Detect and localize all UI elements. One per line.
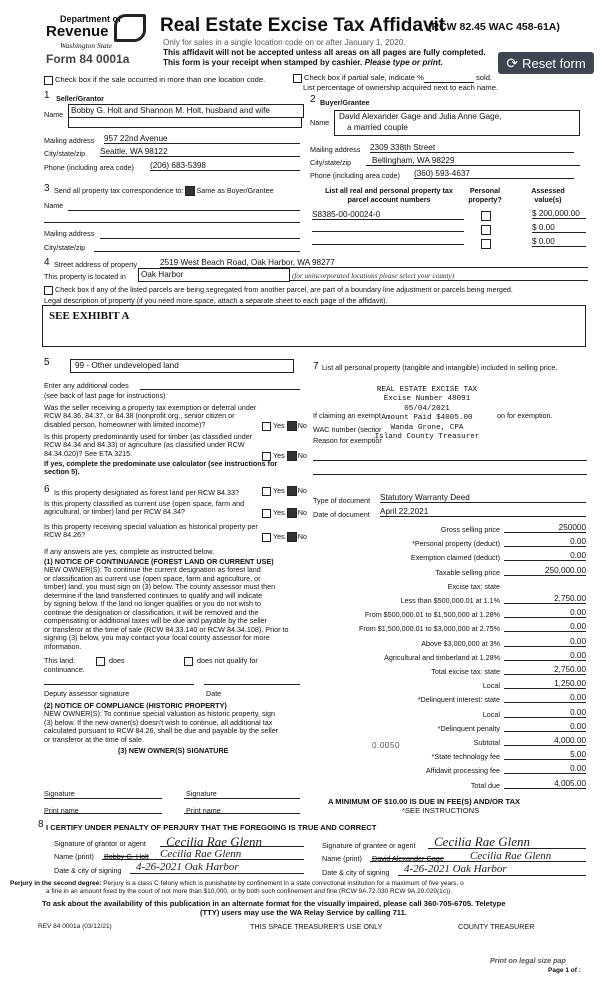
codes-label: Enter any additional codes	[44, 381, 129, 390]
seller-heading: Seller/Grantor	[56, 94, 104, 103]
grantee-sig-label: Signature of grantee or agent	[322, 841, 416, 850]
s6-q1-yes-checkbox[interactable]	[262, 487, 271, 496]
notice1-line: timber) land, you must sign on (3) below. The county assessor must then	[44, 582, 276, 591]
section6-number: 6	[44, 484, 50, 495]
tax-row-value[interactable]: 2,750.00	[504, 665, 586, 675]
seller-name-field[interactable]: Bobby G. Holt and Shannon M. Holt, husband and wife	[68, 104, 304, 118]
tax-row-label: Gross selling price	[440, 525, 500, 534]
seller-city-label: City/state/zip	[44, 149, 86, 158]
legal-label: Legal description of property (if you need more space, attach a separate sheet to each page of the affidavit).	[44, 296, 388, 305]
s6-q2-no: No	[297, 508, 307, 517]
tax-row-label: Taxable selling price	[435, 568, 500, 577]
s3-name-label: Name	[44, 201, 64, 210]
stamp-line4: Amount Paid $4005.00	[381, 414, 473, 423]
s5-q1-no-checkbox[interactable]	[287, 421, 297, 431]
treasurer-use-only: THIS SPACE TREASURER'S USE ONLY	[250, 922, 383, 931]
s5-q2-no: No	[297, 451, 307, 460]
legal-description-field[interactable]: SEE EXHIBIT A	[42, 305, 586, 347]
buyer-name-line2: a married couple	[347, 123, 408, 132]
tax-row-value[interactable]: 1,250.00	[504, 679, 586, 689]
dor-logo-icon	[114, 14, 146, 42]
multi-location-checkbox[interactable]	[44, 76, 53, 85]
s6-q1: Is this property designated as forest land per RCW 84.33?	[54, 488, 239, 497]
reset-label: Reset form	[522, 56, 586, 71]
s6-q3-yes: Yes	[273, 532, 285, 541]
dept-line2: Revenue	[46, 23, 109, 40]
sold-label: sold.	[476, 73, 493, 82]
doc-type-label: Type of document	[313, 496, 371, 505]
buyer-mailing-field[interactable]: 2309 338th Street	[370, 143, 574, 153]
minimum-due-note: A MINIMUM OF $10.00 IS DUE IN FEE(S) AND/OR TAX	[328, 797, 521, 806]
dept-line1: Department of	[60, 14, 122, 24]
alt-format-text-1: To ask about the availability of this publication in an alternate format for the visually impaired, please call 360-705-6705. Teletype	[42, 899, 506, 908]
section3-number: 3	[44, 183, 50, 194]
form-number: Form 84 0001a	[46, 52, 130, 66]
notice2-body	[44, 710, 278, 744]
page-number: Page 1 of :	[548, 967, 581, 974]
tax-row-value[interactable]: 0.00	[504, 693, 586, 703]
notice1-line: or classification as current use (open space, farm and agriculture, or	[44, 573, 261, 583]
notice2-title: (2) NOTICE OF COMPLIANCE (HISTORIC PROPERTY)	[44, 701, 227, 710]
s6-q2-no-checkbox[interactable]	[287, 508, 297, 518]
tax-row-value[interactable]: 0.00	[504, 537, 586, 547]
county-treasurer: COUNTY TREASURER	[458, 922, 535, 931]
tax-row-value[interactable]: 0.00	[504, 764, 586, 774]
grantee-name-label: Name (print)	[322, 854, 362, 863]
section5-number: 5	[44, 357, 50, 368]
doc-type-field[interactable]: Statutory Warranty Deed	[380, 493, 586, 503]
seller-phone-field[interactable]: (206) 683-5398	[150, 161, 300, 171]
form-statute: (RCW 82.45 WAC 458-61A)	[428, 21, 560, 33]
section4-number: 4	[44, 257, 50, 268]
notice1-line: NEW OWNER(S): To continue the current designation as forest land	[44, 565, 261, 574]
tax-row-label: *Delinquent penalty	[437, 724, 500, 733]
tax-row-value[interactable]: 0.00	[504, 722, 586, 732]
tax-row-label: Total excise tax: state	[431, 667, 500, 676]
partial-sale-checkbox[interactable]	[293, 74, 302, 83]
personal-prop-2-checkbox[interactable]	[481, 225, 491, 235]
alt-format-text-2: (TTY) users may use the WA Relay Service by calling 711.	[200, 908, 407, 917]
s6-q2: Is this property classified as current use (open space, farm and agricultural, or timber) land per RCW 84.34?	[44, 499, 245, 517]
dept-line3: Washington State	[60, 41, 113, 50]
buyer-name-label: Name	[310, 118, 330, 127]
buyer-heading: Buyer/Grantee	[320, 98, 370, 107]
stamp-line3: 05/04/2021	[404, 404, 450, 413]
partial-pct-field[interactable]	[424, 73, 474, 83]
claim-label: If claiming an exempt	[313, 411, 381, 420]
seller-phone-label: Phone (including area code)	[44, 163, 134, 172]
parcel-1-field[interactable]: S8385-00-00024-0	[312, 210, 464, 220]
same-as-buyer-checkbox[interactable]	[185, 186, 195, 196]
tax-row-value[interactable]: 0.00	[504, 551, 586, 561]
buyer-city-label: City/state/zip	[310, 158, 352, 167]
segregated-label: Check box if any of the listed parcels are being segregated from another parcel, are part of a boundary line adjustment or parcels being merged.	[55, 285, 513, 294]
s3-mailing-label: Mailing address	[44, 229, 95, 238]
s6-any-yes: If any answers are yes, complete as instructed below.	[44, 547, 215, 556]
tax-row-value[interactable]: 2,750.00	[504, 594, 586, 604]
header-note-2: This affidavit will not be accepted unless all areas on all pages are fully completed.	[163, 48, 486, 57]
assessed-2-field[interactable]: $ 0.00	[532, 223, 586, 233]
tax-row-label: *State technology fee	[431, 752, 500, 761]
tax-row-value[interactable]: 250000	[504, 523, 586, 533]
s5-q2b: If yes, complete the predominate use calculator (see instructions for section 5).	[44, 459, 278, 477]
land-does-label: does	[109, 656, 125, 665]
s6-q3-no-checkbox[interactable]	[287, 532, 297, 542]
notice1-line: information.	[44, 641, 82, 651]
located-label: This property is located in	[44, 272, 126, 281]
notice2-line: NEW OWNER(S): To continue special valuation as historic property, sign	[44, 709, 276, 718]
notice1-line: by signing below. If the land no longer qualifies or you do not wish to	[44, 599, 261, 608]
assessed-1-field[interactable]: $ 200,000.00	[532, 209, 586, 219]
perjury-text-2: a fine in an amount fixed by the court of not more than $10,000, or by both such confinement and fine (RCW 9A.72.030 RCW 9A.20.020(1c)).	[46, 888, 453, 895]
perjury-text-1: Perjury is a class C felony which is punishable by confinement in a state correctional institution for a maximum of five years, o	[103, 880, 464, 887]
seller-mailing-field[interactable]: 957 22nd Avenue	[104, 134, 300, 144]
tax-row-value[interactable]: 0.00	[504, 637, 586, 647]
deputy-date-label: Date	[206, 689, 222, 698]
section2-number: 2	[310, 94, 316, 105]
this-land-label: This land:	[44, 656, 76, 665]
segregated-checkbox[interactable]	[44, 286, 53, 295]
s3-city-label: City/state/zip	[44, 243, 86, 252]
notice1-title: (1) NOTICE OF CONTINUANCE (FOREST LAND OR CURRENT USE)	[44, 557, 274, 566]
tax-row-label: Excise tax: state	[447, 582, 500, 591]
s6-q1-no: No	[297, 486, 307, 495]
tax-row-value[interactable]: 0.00	[504, 651, 586, 661]
seller-mailing-label: Mailing address	[44, 136, 95, 145]
notice2-line: (3) below. If the new owner(s) doesn't wish to continue, all additional tax	[44, 717, 273, 727]
grantee-date-hw[interactable]: 4-26-2021 Oak Harbor	[404, 863, 507, 875]
notice1-body	[44, 566, 288, 651]
land-does-not-checkbox[interactable]	[184, 657, 193, 666]
notice2-line: calculated pursuant to RCW 84.26, shall be due and payable by the seller	[44, 726, 279, 735]
deputy-signature-label: Deputy assessor signature	[44, 689, 130, 698]
s6-q3-no: No	[297, 532, 307, 541]
buyer-mailing-label: Mailing address	[310, 145, 361, 154]
seller-name-label: Name	[44, 110, 64, 119]
grantor-date-hw[interactable]: 4-26-2021 Oak Harbor	[136, 861, 239, 873]
s5-q1-no: No	[297, 421, 307, 430]
tax-row-label: Above $3,000,000 at 3%	[421, 639, 500, 648]
tax-row-label: Subtotal	[473, 738, 500, 747]
tax-row-label: From $1,500,000.01 to $3,000,000 at 2.75%	[358, 624, 500, 633]
tax-row-value[interactable]: 4,000.00	[504, 736, 586, 746]
grantee-signature[interactable]: Cecilia Rae Glenn	[434, 834, 531, 849]
land-does-checkbox[interactable]	[96, 657, 105, 666]
stamp-line2: Excise Number 48091	[383, 395, 471, 404]
doc-date-label: Date of document	[313, 510, 370, 519]
tax-row-label: From $500,000.01 to $1,500,000 at 1.28%	[364, 610, 500, 619]
assessed-3-field[interactable]: $ 0.00	[532, 237, 586, 247]
stamp-line6: Island County Treasurer	[374, 433, 480, 442]
s6-q3: Is this property receiving special valuation as historical property per RCW 84.26?	[44, 522, 258, 540]
rev-number: REV 84 0001a (03/12/21)	[38, 923, 112, 930]
tax-row-value[interactable]: 0.00	[504, 708, 586, 718]
notice1-line: compensating or additional taxes will be due and payable by the seller	[44, 616, 267, 625]
s6-q1-yes: Yes	[273, 486, 285, 495]
notice2-line: or transferor at the time of sale.	[44, 734, 144, 744]
street-field[interactable]: 2519 West Beach Road, Oak Harbor, WA 98277	[160, 258, 588, 268]
s5-q2: Is this property predominantly used for timber (as classified under RCW 84.34 and 84.33) or agriculture (as classified under RCW 84.34.020)? See ETA 3215.	[44, 432, 253, 458]
see-instructions-note: *SEE INSTRUCTIONS	[402, 806, 480, 815]
located-note: (for unincorporated locations please select your county)	[292, 272, 455, 280]
s5-q2-yes: Yes	[273, 451, 285, 460]
stamp-line1: REAL ESTATE EXCISE TAX	[376, 386, 478, 394]
section7-number: 7	[313, 361, 319, 372]
tax-row-label: Local	[482, 710, 500, 719]
s5-q1-yes-checkbox[interactable]	[262, 422, 271, 431]
s5-q1: Was the seller receiving a property tax exemption or deferral under RCW 84.36, 84.37, or 84.38 (nonprofit org., senior citizen or disabled person, homeowner with limited income)?	[44, 403, 257, 429]
header-note-1: Only for sales in a single location code on or after January 1, 2020.	[163, 38, 406, 47]
notice1-line: or transferor at the time of sale (RCW 84.33.140 or RCW 84.34.108). Prior to	[44, 624, 289, 634]
section3-heading: Send all property tax correspondence to:	[54, 186, 184, 195]
buyer-phone-field[interactable]: (360) 593-4637	[414, 169, 574, 179]
grantor-sig-label: Signature of grantor or agent	[54, 839, 146, 848]
s7-heading: List all personal property (tangible and intangible) included in selling price.	[322, 363, 558, 372]
codes-note: (see back of last page for instructions)	[44, 391, 166, 400]
assessed-col-heading: Assessed value(s)	[531, 186, 565, 204]
local-rate: 0.0050	[372, 741, 401, 750]
s8-heading: I CERTIFY UNDER PENALTY OF PERJURY THAT THE FOREGOING IS TRUE AND CORRECT	[46, 823, 377, 832]
tax-row-label: Agricultural and timberland at 1.28%	[384, 653, 500, 662]
tax-row-value[interactable]: 4,005.00	[504, 779, 586, 789]
grantor-signature[interactable]: Cecilia Rae Glenn	[166, 834, 263, 849]
owner1-signature-label: Signature	[44, 789, 75, 798]
seller-city-field[interactable]: Seattle, WA 98122	[100, 147, 300, 157]
grantor-name-struck: Bobby G. Holt	[104, 852, 149, 861]
stamp-line5: Wanda Grone, CPA	[390, 423, 464, 432]
reset-form-button[interactable]	[498, 52, 594, 74]
tax-row-value[interactable]: 0.00	[504, 622, 586, 632]
s6-q2-yes: Yes	[273, 508, 285, 517]
print-legal-note: Print on legal size pap	[490, 956, 566, 965]
land-does-not-label: does not qualify for	[197, 656, 258, 665]
grantee-date-label: Date & city of signing	[322, 868, 390, 877]
tax-row-value[interactable]: 0.00	[504, 608, 586, 618]
wac-label: WAC number (sectior	[313, 425, 382, 434]
refresh-icon: ⟳	[506, 55, 519, 71]
tax-row-label: Affidavit processing fee	[425, 766, 500, 775]
grantor-name-label: Name (print)	[54, 852, 94, 861]
header-note-3b: Please type or print.	[364, 58, 443, 67]
tax-row-value[interactable]: 5.00	[504, 750, 586, 760]
use-code-select[interactable]: 99 - Other undeveloped land	[70, 359, 294, 373]
personal-prop-3-checkbox[interactable]	[481, 239, 491, 249]
notice3-title: (3) NEW OWNER(S) SIGNATURE	[118, 746, 229, 755]
tax-row-label: Local	[482, 681, 500, 690]
same-as-buyer-label: Same as Buyer/Grantee	[196, 186, 274, 195]
tax-row-value[interactable]: 250,000.00	[504, 566, 586, 576]
tax-row-label: *Delinquent interest: state	[417, 695, 500, 704]
buyer-city-field[interactable]: Bellingham, WA 98229	[366, 156, 580, 166]
grantor-date-label: Date & city of signing	[54, 866, 122, 875]
buyer-name-field[interactable]	[334, 110, 580, 136]
notice1-line: signing (3) below, you may contact your local county assessor for more	[44, 633, 270, 642]
owner1-print-label: Print name	[44, 806, 79, 815]
tax-row-label: *Personal property (deduct)	[412, 539, 500, 548]
tax-row-label: Total due	[470, 781, 500, 790]
buyer-phone-label: Phone (including area code)	[310, 171, 400, 180]
personal-prop-1-checkbox[interactable]	[481, 211, 491, 221]
personal-col-heading: Personal property?	[468, 186, 502, 204]
header-note-3: This form is your receipt when stamped by cashier.	[163, 58, 363, 67]
s5-q2-no-checkbox[interactable]	[287, 451, 297, 461]
s5-q1-yes: Yes	[273, 421, 285, 430]
section8-number: 8	[38, 819, 44, 830]
s6-q3-yes-checkbox[interactable]	[262, 533, 271, 542]
owner2-print-label: Print name	[186, 806, 221, 815]
s6-q1-no-checkbox[interactable]	[287, 486, 297, 496]
claim-tail: on for exemption.	[497, 411, 553, 420]
parcel-col-heading: List all real and personal property tax parcel account numbers	[325, 186, 453, 204]
s6-q2-yes-checkbox[interactable]	[262, 509, 271, 518]
grantee-name-struck: David Alexander Gage	[372, 854, 444, 863]
located-select[interactable]: Oak Harbor	[138, 268, 290, 282]
partial-sale-label: Check box if partial sale, indicate %	[304, 73, 424, 82]
list-pct-label: List percentage of ownership acquired next to each name.	[303, 83, 499, 92]
grantor-name-hw[interactable]: Cecilia Rae Glenn	[160, 848, 242, 860]
notice1-line: determine if the land transferred continues to qualify and will indicate	[44, 590, 263, 600]
multi-location-label: Check box if the sale occurred in more than one location code.	[55, 75, 266, 84]
notice1-line: continue the designation or classification, it will be removed and the	[44, 607, 259, 617]
continuance-label: continuance.	[44, 665, 85, 674]
section1-number: 1	[44, 90, 50, 101]
form-title: Real Estate Excise Tax Affidavit	[160, 15, 446, 36]
perjury-title: Perjury in the second degree:	[10, 880, 102, 887]
seller-name-field-2[interactable]	[68, 117, 302, 128]
doc-date-field[interactable]: April 22,2021	[380, 507, 586, 517]
buyer-name-line1: David Alexander Gage and Julia Anne Gage,	[339, 112, 502, 121]
tax-row-label: Less than $500,000.01 at 1.1%	[400, 596, 500, 605]
reason-label: Reason for exemptior	[313, 436, 382, 445]
owner2-signature-label: Signature	[186, 789, 217, 798]
street-label: Street address of property	[54, 260, 138, 269]
tax-row-label: Exemption claimed (deduct)	[410, 553, 500, 562]
grantee-name-hw[interactable]: Cecilia Rae Glenn	[470, 850, 552, 862]
